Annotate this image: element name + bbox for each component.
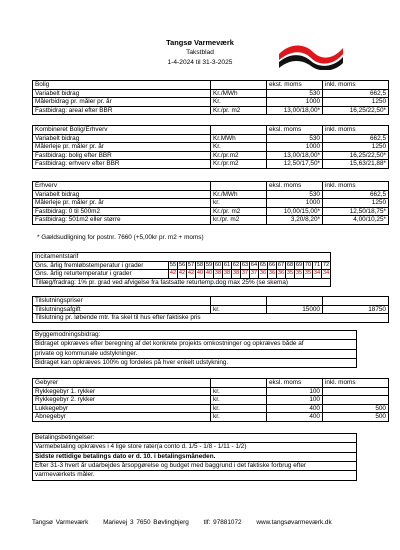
- table-cell: 12,50/17,50*: [267, 160, 323, 169]
- temp-cell: 38: [232, 270, 241, 279]
- table-row: [33, 387, 389, 396]
- erhverv-table: [32, 181, 389, 225]
- table-cell: [323, 396, 389, 405]
- table-header-row: [33, 182, 389, 191]
- temp-cell: 36: [259, 270, 268, 279]
- table-cell: 4,00/10,25*: [323, 216, 389, 225]
- temp-cell: 35: [295, 270, 304, 279]
- table-cell: ekst. moms: [267, 81, 323, 90]
- table-cell: kr.: [211, 396, 267, 405]
- table-cell: Målerbidrag pr. måler pr. år: [33, 98, 211, 107]
- temp-cell: 42: [169, 270, 178, 279]
- table-cell: 16,25/22,50*: [323, 151, 389, 160]
- temp-cell: 40: [205, 270, 214, 279]
- table-cell: 1250: [323, 199, 389, 208]
- temp-cell: 65: [259, 261, 268, 270]
- table-cell: inkl. moms: [323, 379, 389, 388]
- company-logo-icon: [277, 40, 345, 70]
- temp-cell: 38: [214, 270, 223, 279]
- table-cell: 15000: [267, 305, 323, 314]
- table-cell: 530: [267, 89, 323, 98]
- temp-cell: 66: [268, 261, 277, 270]
- table-cell: 1250: [323, 98, 389, 107]
- table-row: [33, 143, 389, 152]
- temp-cell: 64: [250, 261, 259, 270]
- betaling-line: varmeværkets måler.: [35, 471, 95, 479]
- table-cell: inkl. moms: [323, 126, 389, 135]
- table-cell: Målerleje pr. måler pr. år: [33, 143, 211, 152]
- table-cell: Variabelt bidrag: [33, 89, 211, 98]
- betaling-title: Betalingsbetingelser:: [33, 434, 356, 443]
- table-cell: Kr.: [211, 143, 267, 152]
- temp-cell: 36: [277, 270, 286, 279]
- table-cell: 1250: [323, 143, 389, 152]
- table-cell: kr.: [211, 387, 267, 396]
- temp-cell: 37: [250, 270, 259, 279]
- table-cell: 3,20/8,20*: [267, 216, 323, 225]
- table-cell: Kr./pr.m2: [211, 160, 267, 169]
- table-row: [33, 270, 331, 279]
- table-cell: Erhverv: [33, 182, 211, 191]
- table-cell: inkl. moms: [323, 81, 389, 90]
- table-cell: 662,5: [323, 190, 389, 199]
- temp-cell: 61: [223, 261, 232, 270]
- tilslutning-note: Tilslutning pr. løbende mtr. fra skel til hus efter faktiske pris: [33, 314, 389, 323]
- table-cell: [323, 297, 389, 306]
- table-row: [33, 216, 389, 225]
- table-cell: 16,25/22,50*: [323, 106, 389, 115]
- table-cell: Åbnegebyr: [33, 413, 211, 422]
- temp-cell: 56: [178, 261, 187, 270]
- betaling-line: Sidste rettidige betalings dato er d. 10. i betalingsmåneden.: [33, 453, 356, 462]
- temp-cell: 57: [187, 261, 196, 270]
- footer-phone: tlf: 97881072: [203, 519, 242, 526]
- table-cell: 530: [267, 134, 323, 143]
- temp-cell: 35: [304, 270, 313, 279]
- table-cell: 662,5: [323, 89, 389, 98]
- footer-web: www.tangsøvarmeværk.dk: [256, 519, 332, 526]
- table-row: [33, 314, 389, 323]
- table-cell: 1000: [267, 199, 323, 208]
- table-cell: Fastbidrag: erhverv efter BBR: [33, 160, 211, 169]
- byggemodning-box: [32, 330, 357, 368]
- table-cell: [267, 297, 323, 306]
- table-row: [33, 413, 389, 422]
- table-cell: 400: [267, 413, 323, 422]
- table-row: [33, 98, 389, 107]
- table-header-row: [33, 81, 389, 90]
- table-row: [33, 151, 389, 160]
- temp-cell: 37: [241, 270, 250, 279]
- betaling-box: [32, 433, 357, 481]
- temp-cell: 34: [313, 270, 322, 279]
- incitament-note: Tillæg/fradrag: 1% pr. grad ved afvigelse fra fastsatte returtemp.dog max 25% (se skema): [33, 278, 331, 287]
- temp-cell: 42: [178, 270, 187, 279]
- table-cell: Gns. årlig returtemperatur i grader: [33, 270, 169, 279]
- table-row: [33, 160, 389, 169]
- table-header-row: [33, 126, 389, 135]
- gebyr-table: [32, 378, 389, 422]
- temp-cell: 38: [223, 270, 232, 279]
- table-cell: eksl. moms: [267, 379, 323, 388]
- page-footer: [32, 519, 344, 526]
- byggemodning-line: Bidraget kan opkræves 100% og fordeles på hver enkelt udstykning.: [35, 358, 229, 366]
- temp-cell: 67: [277, 261, 286, 270]
- table-cell: Fastbidrag: 501m2 eller større: [33, 216, 211, 225]
- table-cell: [323, 387, 389, 396]
- temp-cell: 70: [304, 261, 313, 270]
- table-cell: 15,63/21,88*: [323, 160, 389, 169]
- doc-period: 1-4-2024 til 31-3-2025: [167, 59, 233, 66]
- incitament-title: Incitamentstarif: [33, 253, 331, 262]
- table-cell: 10,00/15,00*: [267, 207, 323, 216]
- table-cell: 1000: [267, 98, 323, 107]
- table-row: [33, 261, 331, 270]
- table-header-row: [33, 379, 389, 388]
- table-row: [33, 134, 389, 143]
- temp-cell: 71: [313, 261, 322, 270]
- table-cell: Rykkegebyr 2. rykker: [33, 396, 211, 405]
- table-cell: Kr.: [211, 98, 267, 107]
- table-cell: Kr./MWh: [211, 190, 267, 199]
- table-cell: Lukkegebyr: [33, 404, 211, 413]
- table-cell: 13,00/18,00*: [267, 106, 323, 115]
- table-cell: Kr.MWh: [211, 134, 267, 143]
- temp-cell: 59: [205, 261, 214, 270]
- temp-cell: 62: [232, 261, 241, 270]
- table-cell: Rykkegebyr 1. rykker: [33, 387, 211, 396]
- table-cell: Gebyrer: [33, 379, 211, 388]
- table-cell: [211, 379, 267, 388]
- temp-cell: 58: [196, 261, 205, 270]
- footer-address: Marievej 3 7650 Bøvlingbjerg: [103, 519, 189, 526]
- table-row: [33, 106, 389, 115]
- table-cell: Fastbidrag: bolig efter BBR: [33, 151, 211, 160]
- table-cell: 1000: [267, 143, 323, 152]
- table-cell: 500: [323, 404, 389, 413]
- byggemodning-title: Byggemodningsbidrag:: [33, 331, 356, 340]
- table-cell: 13,00/18,00*: [267, 151, 323, 160]
- table-cell: eksl. moms: [267, 126, 323, 135]
- table-cell: 100: [267, 387, 323, 396]
- temp-cell: 42: [187, 270, 196, 279]
- table-cell: 530: [267, 190, 323, 199]
- table-cell: 18750: [323, 305, 389, 314]
- bolig-table: [32, 80, 389, 115]
- table-cell: Fastbidrag: 0 til 500m2: [33, 207, 211, 216]
- table-cell: kr.: [211, 413, 267, 422]
- betaling-line: Efter 31-3 hvert år udarbejdes årsopgørelse og budget med baggrund i det faktiske forbrug efter: [33, 462, 356, 471]
- table-cell: 500: [323, 413, 389, 422]
- table-row: [33, 190, 389, 199]
- byggemodning-line: Bidraget opkræves efter beregning af det konkrete projekts omkostninger og opkræves både af: [33, 340, 356, 349]
- table-row: [33, 207, 389, 216]
- temp-cell: 72: [322, 261, 331, 270]
- table-cell: Fastbidrag: areal efter BBR: [33, 106, 211, 115]
- table-cell: Kr./pr. m2: [211, 207, 267, 216]
- table-cell: 400: [267, 404, 323, 413]
- kombineret-table: [32, 125, 389, 169]
- table-cell: 100: [267, 396, 323, 405]
- table-row: [33, 404, 389, 413]
- temp-cell: 40: [196, 270, 205, 279]
- table-cell: kr./pr. m2: [211, 216, 267, 225]
- table-cell: Målerleje pr. måler pr. år: [33, 199, 211, 208]
- table-header-row: [33, 297, 389, 306]
- table-cell: Variabelt bidrag: [33, 190, 211, 199]
- table-cell: Kr./pr. m2: [211, 106, 267, 115]
- temp-cell: 36: [268, 270, 277, 279]
- table-cell: [211, 126, 267, 135]
- temp-cell: 69: [295, 261, 304, 270]
- betaling-line: Varmebetaling opkræves i 4 lige store rater(a conto d. 1/5 - 1/8 - 1/11 - 1/2): [33, 443, 356, 452]
- table-cell: inkl. moms: [323, 182, 389, 191]
- table-cell: [211, 81, 267, 90]
- table-row: [33, 89, 389, 98]
- temp-cell: 60: [214, 261, 223, 270]
- temp-cell: 35: [286, 270, 295, 279]
- table-cell: kr.: [211, 305, 267, 314]
- table-cell: kr.: [211, 404, 267, 413]
- company-title: Tangsø Varmeværk: [166, 38, 234, 47]
- table-row: [33, 305, 389, 314]
- table-cell: Kr./pr.m2: [211, 151, 267, 160]
- tilslutning-table: [32, 296, 389, 323]
- table-cell: Gns. årlig fremløbstemperatur i grader: [33, 261, 169, 270]
- table-cell: 662,5: [323, 134, 389, 143]
- table-cell: Variabelt bidrag: [33, 134, 211, 143]
- table-cell: kr.: [211, 199, 267, 208]
- temp-cell: 34: [322, 270, 331, 279]
- temp-cell: 68: [286, 261, 295, 270]
- doc-title: Takstblad: [186, 49, 214, 56]
- table-cell: Kombineret Bolig/Erhverv: [33, 126, 211, 135]
- temp-cell: 63: [241, 261, 250, 270]
- table-cell: Tilslutningspriser: [33, 297, 211, 306]
- byggemodning-line: private og kommunale udstykninger.: [33, 350, 356, 359]
- table-cell: Kr./MWh: [211, 89, 267, 98]
- table-cell: Bolig: [33, 81, 211, 90]
- table-row: [33, 396, 389, 405]
- table-row: [33, 278, 331, 287]
- table-row: [33, 199, 389, 208]
- gaeld-note: * Gældsudligning for postnr. 7660 (+5,00kr pr. m2 + moms): [37, 234, 204, 241]
- table-cell: [211, 297, 267, 306]
- footer-name: Tangsø Varmeværk: [32, 519, 89, 526]
- table-cell: eksl. moms: [267, 182, 323, 191]
- table-cell: [211, 182, 267, 191]
- table-cell: 12,50/18,75*: [323, 207, 389, 216]
- table-cell: Tilslutningsafgift: [33, 305, 211, 314]
- temp-cell: 55: [169, 261, 178, 270]
- incitament-table: [32, 252, 331, 287]
- table-header-row: [33, 253, 331, 262]
